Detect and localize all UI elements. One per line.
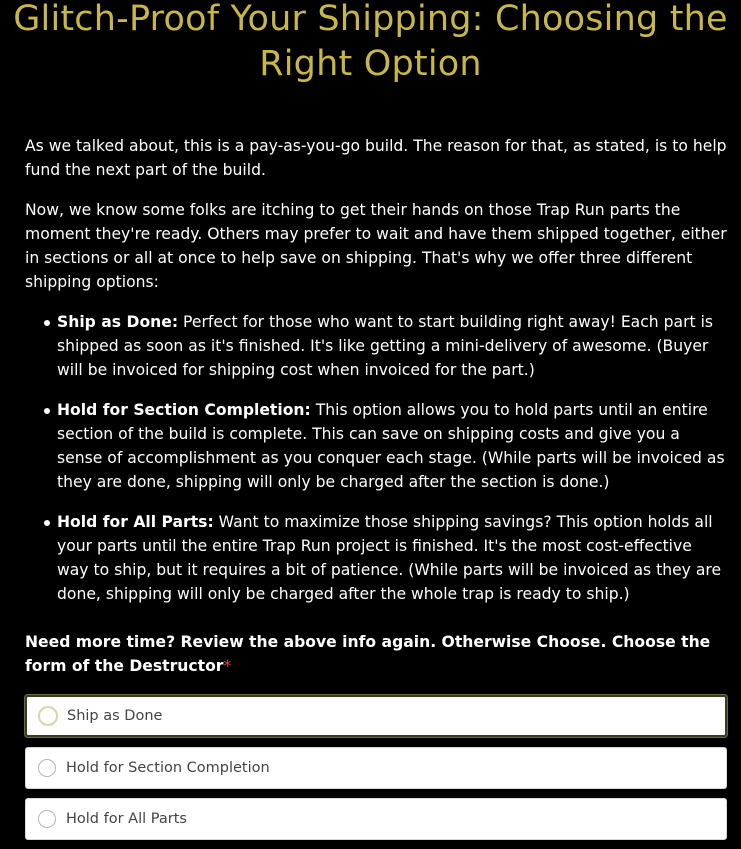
shipping-options-list xyxy=(25,310,727,606)
intro-paragraph: As we talked about, this is a pay-as-you-go build. The reason for that, as stated, is to help fund the next part of the build. xyxy=(25,137,727,179)
radio-option-label: Hold for Section Completion xyxy=(66,760,270,776)
radio-button[interactable] xyxy=(38,810,56,828)
shipping-info xyxy=(25,134,727,622)
page-title: Glitch-Proof Your Shipping: Choosing the Right Option xyxy=(13,0,728,84)
question-label: Need more time? Review the above info again. Otherwise Choose. Choose the form of the Destructor xyxy=(25,633,711,675)
list-item xyxy=(57,310,727,382)
radio-option-hold-for-all[interactable] xyxy=(25,798,727,840)
option-name: Ship as Done: xyxy=(57,313,179,331)
option-description: This option allows you to hold parts until an entire section of the build is complete. This can save on shipping costs and give you a sense of accomplishment as you conquer each stage. (While parts will be invoiced as they are done, shipping will only be charged after the section is done.) xyxy=(57,401,725,491)
required-marker: * xyxy=(223,657,232,675)
radio-option-label: Ship as Done xyxy=(67,708,163,724)
radio-option-label: Hold for All Parts xyxy=(66,811,187,827)
form-question xyxy=(25,630,727,678)
radio-button[interactable] xyxy=(38,706,58,726)
option-name: Hold for Section Completion: xyxy=(57,401,311,419)
radio-option-hold-for-section[interactable] xyxy=(25,747,727,789)
option-name: Hold for All Parts: xyxy=(57,513,214,531)
list-item xyxy=(57,398,727,494)
option-description: Perfect for those who want to start building right away! Each part is shipped as soon as it's finished. It's like getting a mini-delivery of awesome. (Buyer will be invoiced for shipping cost when invoiced for the part.) xyxy=(57,313,714,379)
radio-button[interactable] xyxy=(38,759,56,777)
list-item xyxy=(57,510,727,606)
radio-option-ship-as-done[interactable] xyxy=(25,695,727,737)
option-description: Want to maximize those shipping savings? This option holds all your parts until the entire Trap Run project is finished. It's the most cost-effective way to ship, but it requires a bit of patience. (While parts will be invoiced as they are done, shipping will only be charged after the whole trap is ready to ship.) xyxy=(57,513,722,603)
intro-paragraph: Now, we know some folks are itching to get their hands on those Trap Run parts the moment they're ready. Others may prefer to wait and have them shipped together, either in sections or all at once to help save on shipping. That's why we offer three different shipping options: xyxy=(25,201,727,291)
